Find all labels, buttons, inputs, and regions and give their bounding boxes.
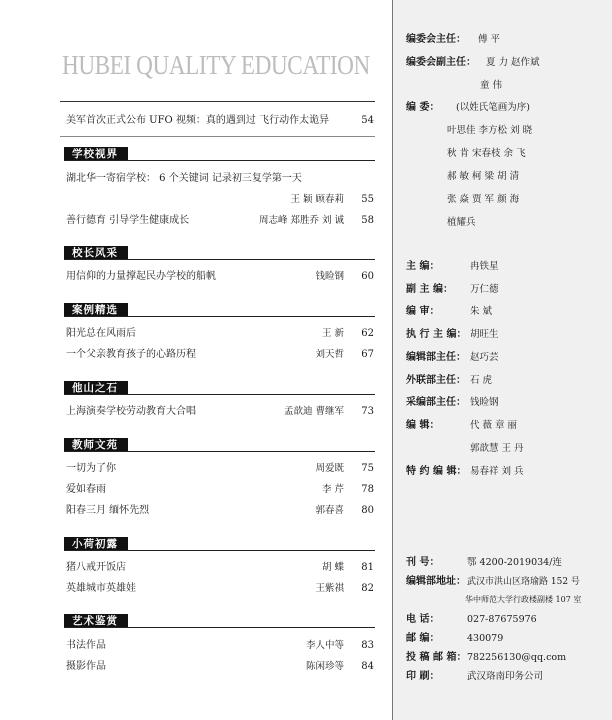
special-editors-label: 特 约 编 辑： [406,466,467,477]
article-page: 83 [361,640,374,651]
list-item[interactable] [66,170,374,188]
article-page: 78 [361,484,374,495]
printer-value: 武汉珞南印务公司 [467,671,544,682]
list-item[interactable] [66,191,374,209]
article-title: 善行德育 引导学生健康成长 [66,215,190,226]
section-rule [64,550,375,551]
address-value-2: 华中师范大学行政楼副楼 107 室 [465,595,582,604]
article-page: 55 [361,194,374,205]
email-label: 投 稿 邮 箱： [406,652,467,663]
liaison-director-value: 石 虎 [470,375,493,386]
list-item[interactable] [66,481,374,499]
section-header [60,303,375,317]
article-title: 一切为了你 [66,463,116,474]
article-author: 孟歆迪 曹继军 [283,406,344,417]
address-label: 编辑部地址： [406,576,466,587]
article-page: 62 [361,328,374,339]
email-value[interactable]: 782256130@qq.com [467,652,567,663]
issn-label: 刊 号： [406,557,440,568]
article-author: 刘天哲 [315,349,344,360]
list-item[interactable] [66,212,374,230]
reviewer-label: 编 审： [406,306,440,317]
editor-chief-label: 主 编： [406,261,440,272]
article-author: 郭春喜 [315,505,344,516]
list-item[interactable] [66,112,374,130]
postcode-value: 430079 [467,633,504,644]
section-label: 他山之石 [64,381,128,395]
section-label: 学校视界 [64,147,128,161]
chair-value: 傅 平 [478,34,501,45]
article-author: 李 芹 [321,484,344,495]
article-page: 73 [361,406,374,417]
section-header [60,438,375,452]
list-item[interactable] [66,403,374,421]
list-item[interactable] [66,637,374,655]
section-header [60,147,375,161]
section-rule [64,316,375,317]
interview-director-label: 采编部主任： [406,397,466,408]
issn-value: 鄂 4200-2019034/连 [467,557,562,568]
article-title: 一个父亲教育孩子的心路历程 [66,349,196,360]
article-page: 80 [361,505,374,516]
editors-value-2: 郭歆慧 王 丹 [470,443,524,454]
printer-label: 印 刷： [406,671,440,682]
section-rule [64,451,375,452]
dept-director-label: 编辑部主任： [406,352,466,363]
article-title: 湖北华一寄宿学校： 6 个关键词 记录初三复学第一天 [66,173,302,184]
section-label: 教师文苑 [64,438,128,452]
article-title: 用信仰的力量撑起民办学校的船帆 [66,271,216,282]
members-label: 编 委： [406,102,440,113]
article-title: 爱如春雨 [66,484,106,495]
article-author: 陈闲珍等 [305,661,344,672]
article-author: 钱睑钢 [315,271,344,282]
article-page: 84 [361,661,374,672]
section-rule [64,627,375,628]
member-row: 秋 肯 宋春枝 余 飞 [447,148,526,159]
section-rule [64,160,375,161]
vice-chair-label: 编委会副主任： [406,57,476,68]
address-value: 武汉市洪山区珞瑜路 152 号 [467,577,580,587]
article-page: 58 [361,215,374,226]
list-item[interactable] [66,268,374,286]
article-title: 阳春三月 缅怀先烈 [66,505,150,516]
article-title: 摄影作品 [66,661,106,672]
article-title: 书法作品 [66,640,106,651]
deputy-editor-value: 万仁德 [470,284,499,295]
list-item[interactable] [66,325,374,343]
magazine-title: HUBEI QUALITY EDUCATION [62,50,370,80]
article-author: 王紫祺 [315,583,344,594]
editors-value: 代 薇 章 丽 [470,420,518,431]
list-item[interactable] [66,460,374,478]
vice-chair-value: 夏 力 赵作斌 [486,57,540,68]
section-label: 小荷初露 [64,537,128,551]
article-author: 周爱既 [315,463,344,474]
title-rule [60,101,375,102]
article-author: 周志峰 郑胜乔 刘 诚 [258,215,344,226]
section-header [60,537,375,551]
list-item[interactable] [66,559,374,577]
editors-label: 编 辑： [406,420,440,431]
article-title: 上海演奏学校劳动教育大合唱 [66,406,196,417]
section-rule [64,394,375,395]
exec-editor-value: 胡旺生 [470,329,499,340]
chair-label: 编委会主任： [406,34,466,45]
member-row: 叶思佳 李方松 刘 晓 [447,125,533,136]
member-row: 郝 敏 柯 梁 胡 清 [447,171,520,182]
separator [60,136,375,137]
member-row: 植耀兵 [447,217,476,228]
section-header [60,614,375,628]
article-page: 82 [361,583,374,594]
member-row: 张 焱 贾 军 颜 海 [447,194,520,205]
list-item[interactable] [66,502,374,520]
article-page: 75 [361,463,374,474]
article-author: 王 新 [321,328,344,339]
article-title: 英雄城市英雄娃 [66,583,136,594]
article-page: 54 [361,115,374,126]
list-item[interactable] [66,658,374,676]
section-header [60,381,375,395]
section-rule [64,259,375,260]
article-page: 81 [361,562,374,573]
vice-chair-value-2: 童 伟 [480,80,503,91]
section-label: 校长风采 [64,246,128,260]
list-item[interactable] [66,580,374,598]
section-label: 艺术鉴赏 [64,614,128,628]
deputy-editor-label: 副 主 编： [406,284,453,295]
members-note: (以姓氏笔画为序) [456,102,530,113]
article-title: 美军首次正式公布 UFO 视频：真的遇到过 飞行动作太诡异 [66,115,330,126]
phone-value: 027-87675976 [467,614,537,625]
article-author: 胡 蝶 [321,562,344,573]
interview-director-value: 钱睑钢 [470,397,499,408]
liaison-director-label: 外联部主任： [406,375,466,386]
article-page: 60 [361,271,374,282]
article-title: 阳光总在风雨后 [66,328,136,339]
dept-director-value: 赵巧芸 [470,352,499,363]
phone-label: 电 话： [406,614,440,625]
reviewer-value: 朱 斌 [470,306,493,317]
exec-editor-label: 执 行 主 编： [406,329,467,340]
editor-chief-value: 冉铁星 [470,261,499,272]
section-label: 案例精选 [64,303,128,317]
special-editors-value: 易春祥 刘 兵 [470,466,524,477]
postcode-label: 邮 编： [406,633,440,644]
article-author: 李人中等 [305,640,344,651]
section-header [60,246,375,260]
article-author: 王 颖 顾春莉 [290,194,344,205]
list-item[interactable] [66,346,374,364]
article-page: 67 [361,349,374,360]
article-title: 猪八戒开饭店 [66,562,126,573]
